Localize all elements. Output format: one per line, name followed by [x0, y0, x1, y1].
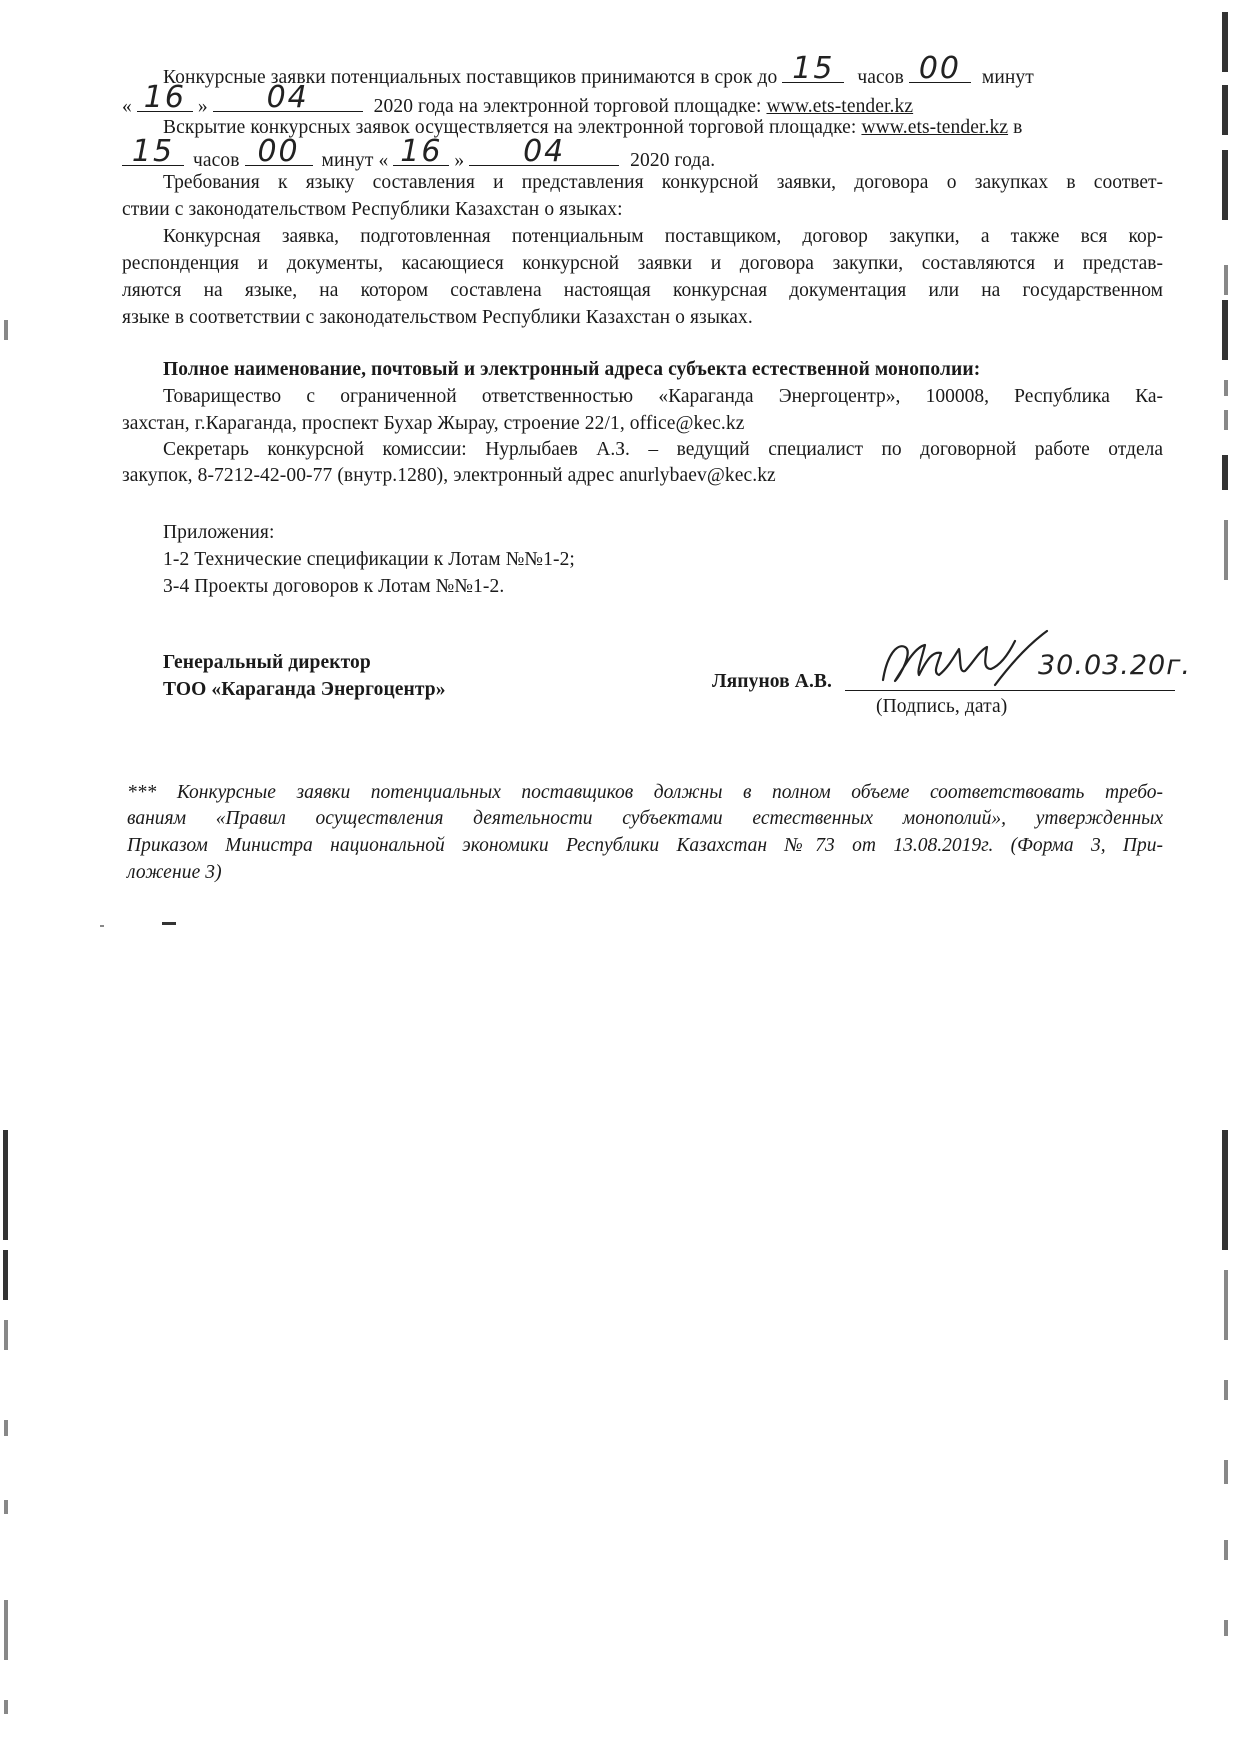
scan-edge-mark — [3, 1250, 8, 1300]
attachments-title: Приложения: — [163, 522, 275, 543]
signature-date: 30.03.20г. — [1038, 650, 1192, 681]
handwritten-month — [469, 134, 619, 169]
text: минут « — [321, 150, 389, 171]
scan-edge-mark — [4, 1320, 8, 1350]
footnote-line1: *** Конкурсные заявки потенциальных поставщиков должны в полном объеме соответствовать требо- — [127, 782, 1163, 803]
ets-tender-link[interactable]: www.ets-tender.kz — [861, 117, 1009, 138]
handwritten-month — [213, 80, 363, 115]
scan-edge-mark — [1222, 12, 1228, 72]
scan-edge-mark — [1224, 410, 1228, 430]
scan-edge-mark — [1224, 265, 1228, 295]
scan-edge-mark — [1224, 1540, 1228, 1560]
text: часов — [857, 67, 904, 88]
para3-line2: ствии с законодательством Республики Казахстан о языках: — [122, 199, 623, 220]
scan-edge-mark — [1224, 380, 1228, 396]
text: 2020 года. — [630, 150, 716, 171]
scan-artifact — [100, 925, 104, 927]
subject-heading: Полное наименование, почтовый и электронный адреса субъекта естественной монополии: — [163, 359, 981, 380]
text: Вскрытие конкурсных заявок осуществляется на электронной торговой площадке: — [163, 117, 857, 138]
para4-line2: респонденция и документы, касающиеся конкурсной заявки и договора закупки, составляются и представ- — [122, 253, 1163, 274]
scan-edge-mark — [1224, 520, 1228, 580]
hw-value: 15 — [131, 134, 175, 169]
scan-artifact — [162, 922, 176, 925]
scan-edge-mark — [1222, 300, 1228, 360]
scan-edge-mark — [1222, 85, 1228, 135]
para4-line4: языке в соответствии с законодательством Республики Казахстан о языках. — [122, 307, 753, 328]
hw-value: 04 — [523, 134, 566, 169]
scan-edge-mark — [3, 1130, 8, 1240]
hw-value: 16 — [143, 80, 186, 115]
text: часов — [192, 150, 240, 171]
handwritten-minutes — [245, 134, 313, 169]
scan-edge-mark — [4, 1600, 8, 1660]
footnote-line2: ваниям «Правил осуществления деятельности субъектами естественных монополий», утвержденных — [127, 808, 1163, 829]
scan-edge-mark — [4, 1500, 8, 1514]
hw-value: 16 — [400, 134, 443, 169]
subject-line2: захстан, г.Караганда, проспект Бухар Жырау, строение 22/1, office@kec.kz — [122, 413, 745, 434]
scan-edge-mark — [1224, 1380, 1228, 1400]
text: » — [454, 150, 465, 171]
text: 2020 года на электронной торговой площадке: — [373, 96, 762, 117]
handwritten-minutes — [909, 51, 971, 86]
scan-edge-mark — [1222, 150, 1228, 220]
text: Конкурсные заявки потенциальных поставщиков принимаются в срок до — [163, 67, 778, 88]
text: в — [1013, 117, 1023, 138]
scan-edge-mark — [1224, 1620, 1228, 1636]
text: « — [122, 96, 132, 117]
hw-value: 00 — [918, 51, 962, 86]
scan-edge-mark — [4, 1700, 8, 1714]
para4-line3: ляются на языке, на котором составлена настоящая конкурсная документация или на государственном — [122, 280, 1163, 301]
attachment-item: 3-4 Проекты договоров к Лотам №№1-2. — [163, 576, 505, 597]
hw-value: 00 — [257, 134, 300, 169]
handwritten-signature — [875, 625, 1055, 695]
signatory-position: Генеральный директор — [163, 652, 371, 673]
subject-line4: закупок, 8-7212-42-00-77 (внутр.1280), электронный адрес anurlybaev@kec.kz — [122, 465, 776, 486]
subject-line3: Секретарь конкурсной комиссии: Нурлыбаев А.З. – ведущий специалист по договорной работе отдела — [163, 439, 1163, 460]
scan-edge-mark — [1222, 455, 1228, 490]
footnote-line4: ложение 3) — [127, 862, 222, 883]
para4-line1: Конкурсная заявка, подготовленная потенциальным поставщиком, договор закупки, а также вся кор- — [163, 226, 1163, 247]
signatory-name: Ляпунов А.В. — [712, 671, 833, 692]
scan-edge-mark — [1224, 1460, 1228, 1484]
text: минут — [981, 67, 1034, 88]
para3-line1: Требования к языку составления и представления конкурсной заявки, договора о закупках в соответ- — [163, 172, 1163, 193]
subject-line1: Товарищество с ограниченной ответственностью «Караганда Энергоцентр», 100008, Республика Ка- — [163, 386, 1163, 407]
ets-tender-link[interactable]: www.ets-tender.kz — [766, 96, 914, 117]
scan-edge-mark — [4, 1420, 8, 1436]
handwritten-hours — [122, 134, 184, 169]
hw-value: 04 — [266, 80, 309, 115]
scan-edge-mark — [1222, 1130, 1228, 1250]
handwritten-hours — [782, 51, 844, 86]
handwritten-day — [393, 134, 449, 169]
attachment-item: 1-2 Технические спецификации к Лотам №№1-2; — [163, 549, 575, 570]
footnote-line3: Приказом Министра национальной экономики Республики Казахстан №73 от 13.08.2019г. (Форма 3, При- — [127, 835, 1163, 856]
scan-edge-mark — [1224, 1270, 1228, 1340]
text: » — [197, 96, 208, 117]
signature-caption: (Подпись, дата) — [876, 696, 1008, 717]
handwritten-day — [137, 80, 193, 115]
signatory-organization: ТОО «Караганда Энергоцентр» — [163, 679, 446, 700]
scan-edge-mark — [4, 320, 8, 340]
hw-value: 15 — [792, 51, 835, 86]
